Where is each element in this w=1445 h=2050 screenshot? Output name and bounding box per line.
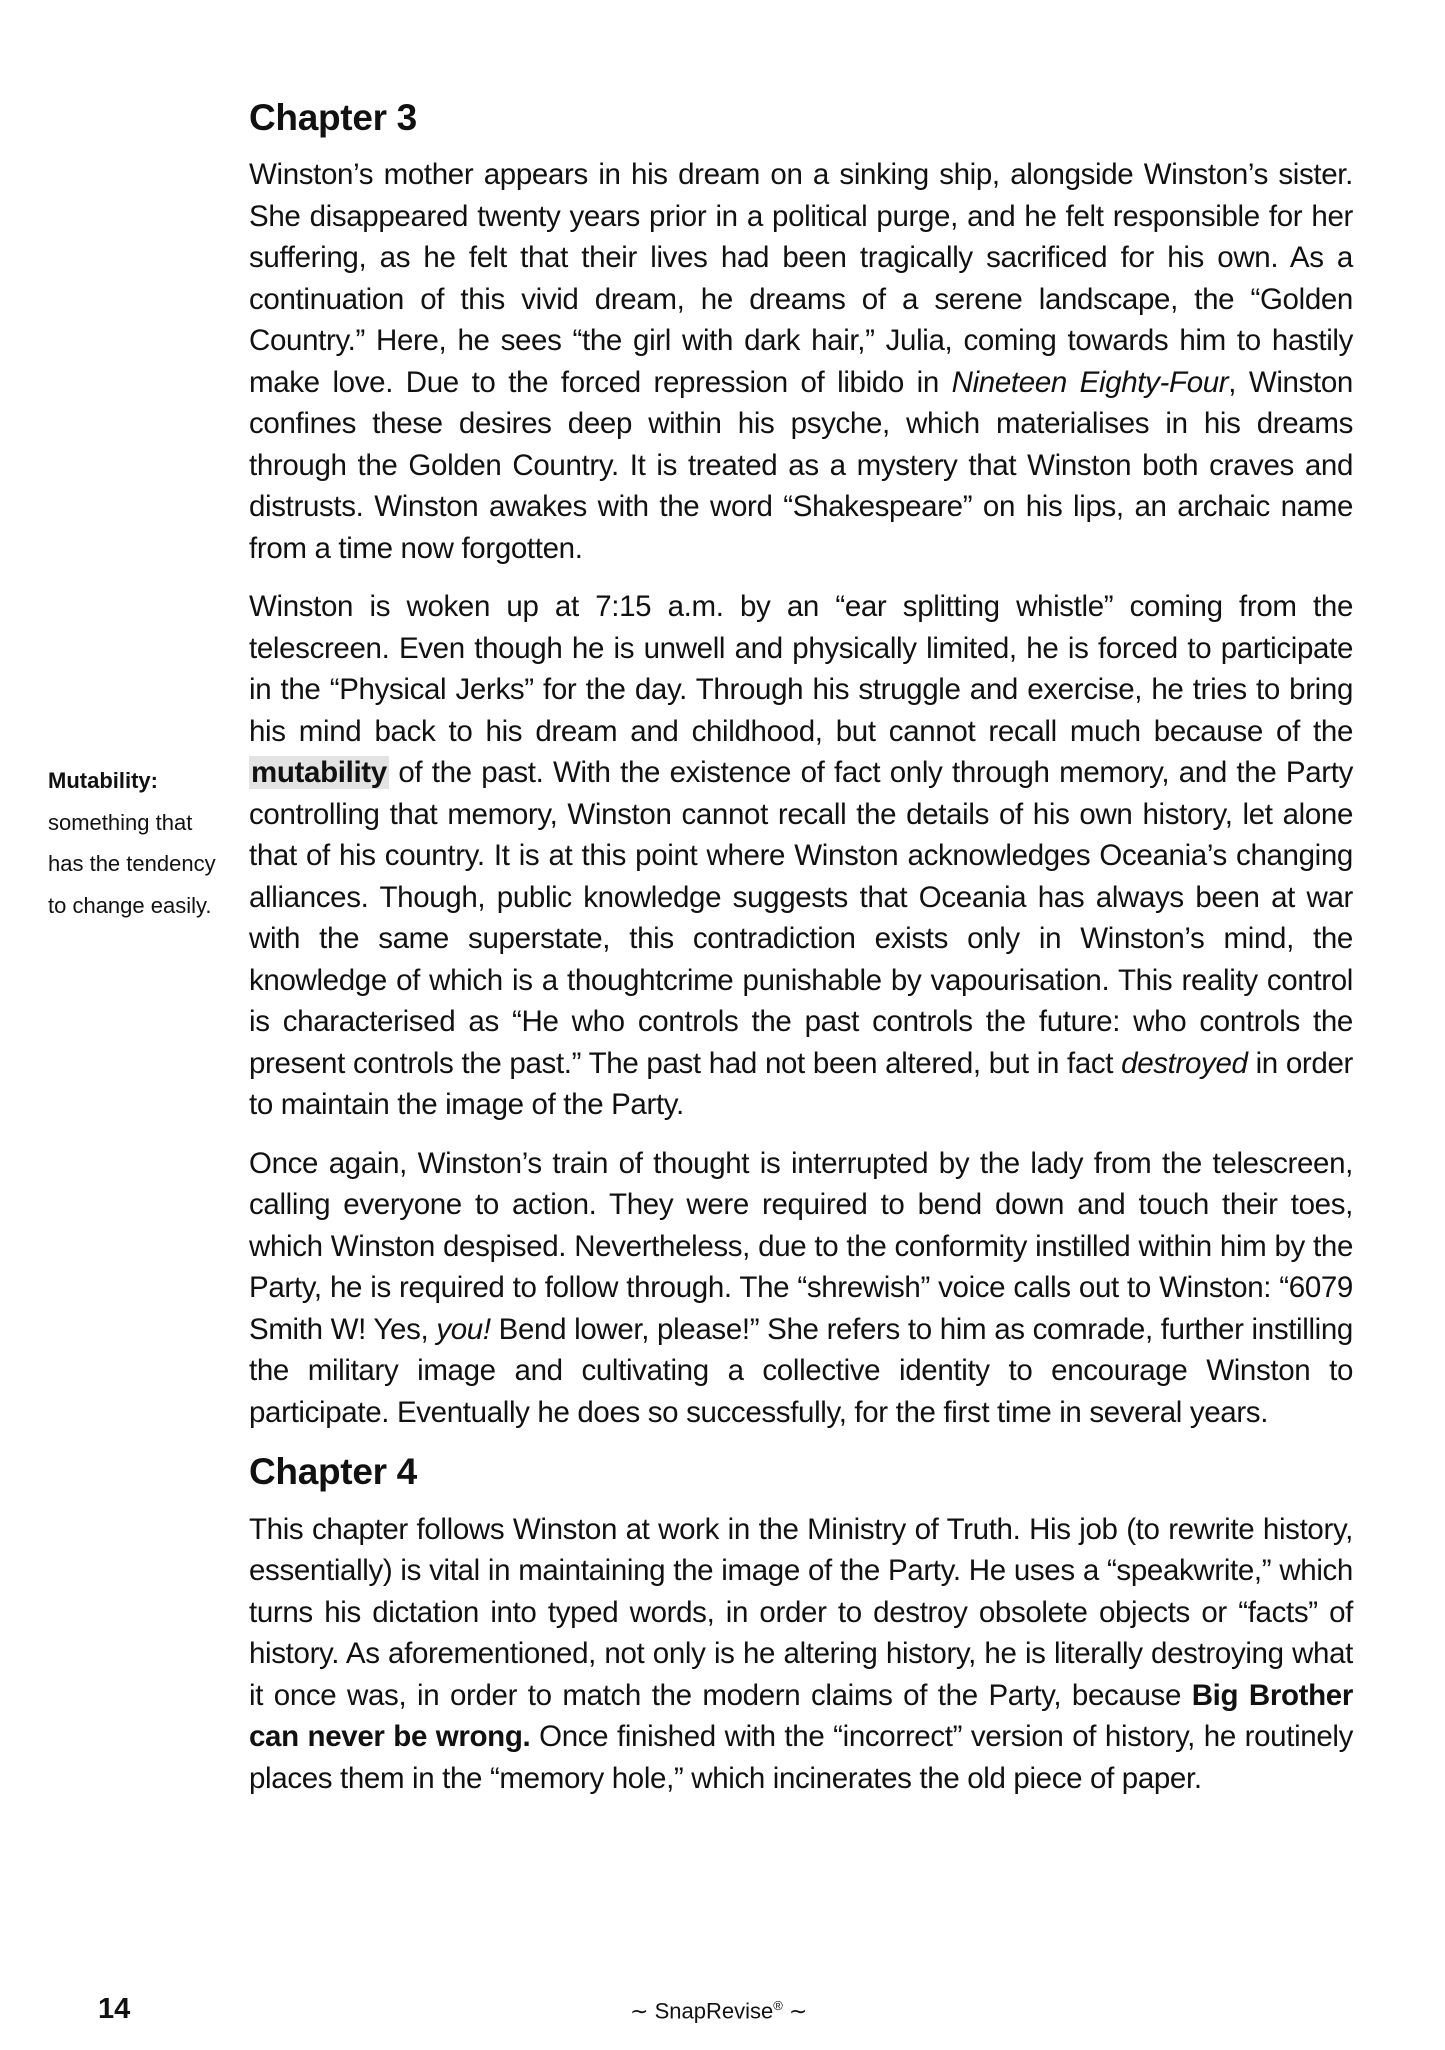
glossary-definition: something that has the tendency to change easily.	[48, 809, 216, 918]
emphasis-bold: Big Brother can never be wrong.	[249, 1678, 1353, 1754]
glossary-term-highlight: mutability	[251, 756, 387, 790]
chapter-3-paragraph-3: Once again, Winston’s train of thought is interrupted by the lady from the telescreen, calling everyone to action. They were required to bend down and touch their toes, which Winston despised. Nevertheless, due to the conformity instilled within him by the Party, he is required to follow through. The “shrewish” voice calls out to Winston: “6079 Smith W! Yes, you! Bend lower, please!” She refers to him as comrade, further instilling the military image and cultivating a collective identity to encourage Winston to participate. Eventually he does so successfully, for the first time in several years.	[249, 1146, 1353, 1429]
footer-brand	[630, 1998, 807, 2024]
brand-name: SnapRevise	[654, 1998, 774, 2024]
margin-glossary-note	[48, 760, 233, 926]
main-content	[249, 96, 1353, 1816]
registered-mark-icon: ®	[773, 1998, 783, 2013]
chapter-4-heading: Chapter 4	[249, 1451, 417, 1493]
tilde-left-icon: ∼	[630, 1998, 649, 2024]
chapter-3-heading: Chapter 3	[249, 97, 417, 138]
novel-title: Nineteen Eighty-Four	[951, 365, 1229, 399]
page-number: 14	[98, 1993, 131, 2025]
glossary-term: Mutability:	[48, 768, 158, 793]
chapter-4-paragraph-1: This chapter follows Winston at work in the Ministry of Truth. His job (to rewrite history, essentially) is vital in maintaining the image of the Party. He uses a “speakwrite,” which turns his dictation into typed words, in order to destroy obsolete objects or “facts” of history. As aforementioned, not only is he altering history, he is literally destroying what it once was, in order to match the modern claims of the Party, because Big Brother can never be wrong. Once finished with the “incorrect” version of history, he routinely places them in the “memory hole,” which incinerates the old piece of paper.	[249, 1512, 1353, 1795]
chapter-3-paragraph-2: Winston is woken up at 7:15 a.m. by an “ear splitting whistle” coming from the telescreen. Even though he is unwell and physically limited, he is forced to participate in the “Physical Jerks” for the day. Through his struggle and exercise, he tries to bring his mind back to his dream and childhood, but cannot recall much because of the mutability of the past. With the existence of fact only through memory, and the Party controlling that memory, Winston cannot recall the details of his own history, let alone that of his country. It is at this point where Winston acknowledges Oceania’s changing alliances. Though, public knowledge suggests that Oceania has always been at war with the same superstate, this contradiction exists only in Winston’s mind, the knowledge of which is a thoughtcrime punishable by vapourisation. This reality control is characterised as “He who controls the past controls the future: who controls the present controls the past.” The past had not been altered, but in fact destroyed in order to maintain the image of the Party.	[249, 590, 1353, 1122]
chapter-3-paragraph-1: Winston’s mother appears in his dream on a sinking ship, alongside Winston’s sister. She disappeared twenty years prior in a political purge, and he felt responsible for her suffering, as he felt that their lives had been tragically sacrificed for his own. As a continuation of this vivid dream, he dreams of a serene landscape, the “Golden Country.” Here, he sees “the girl with dark hair,” Julia, coming towards him to hastily make love. Due to the forced repression of libido in Nineteen Eighty-Four, Winston confines these desires deep within his psyche, which materialises in his dreams through the Golden Country. It is treated as a mystery that Winston both craves and distrusts. Winston awakes with the word “Shakespeare” on his lips, an archaic name from a time now forgotten.	[249, 158, 1353, 565]
tilde-right-icon: ∼	[788, 1998, 808, 2024]
